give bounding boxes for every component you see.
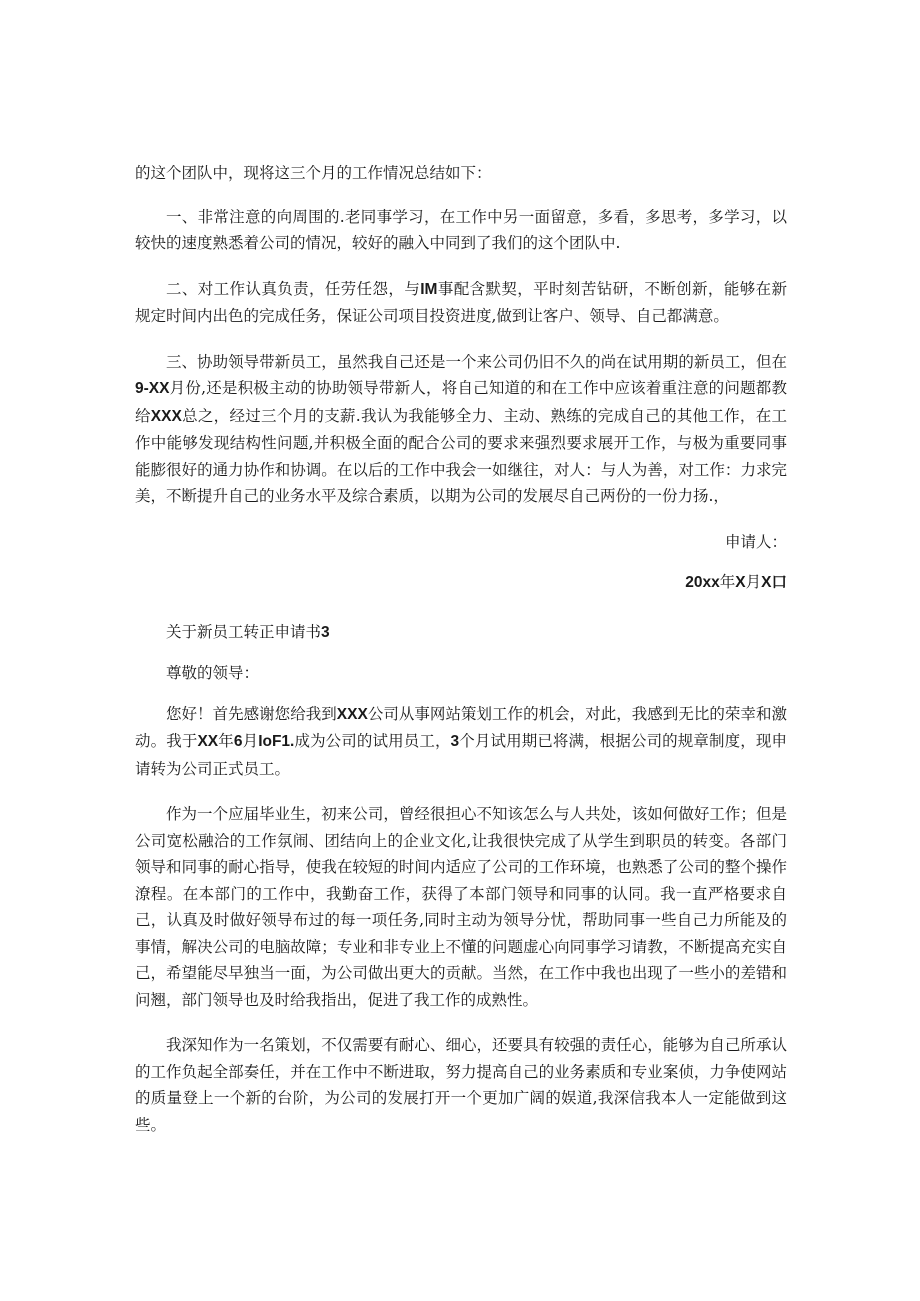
applicant-signature: 申请人： [724,532,787,551]
paragraph-item-3: 三、协助领导带新员工，虽然我自己还是一个来公司仍旧不久的尚在试用期的新员工，但在9-XX月份,还是积极主动的协助领导带新人，将自己知道的和在工作中应该着重注意的问题都教给XXX总之，经过三个月的支薪.我认为我能够全力、主动、熟练的完成自己的其他工作，在工作中能够发现结构性问题,并积极全面的配合公司的要求来强烈要求展开工作，与极为重要同事能膨很好的通力协作和协调。在以后的工作中我会一如继往，对人：与人为善，对工作：力求完美，不断提升自己的业务水平及综合素质，以期为公司的发展尽自己两份的一份力扬.， [135,352,787,505]
paragraph-experience: 作为一个应届毕业生，初来公司，曾经很担心不知该怎么与人共处，该如何做好工作；但是公司宽松融洽的工作氛闹、团结向上的企业文化,让我很快完成了从学生到职员的转变。各部门领导和同事的耐心指导，使我在较短的时间内适应了公司的工作环境，也熟悉了公司的整个操作潦程。在本部门的工作中，我勤奋工作，获得了本部门领导和同事的认同。我一直严格要求自己，认真及时做好领导布过的每一项任务,同时主动为领导分忧，帮助同事一些自己力所能及的事情，解决公司的电脑故障；专业和非专业上不懂的问题虚心向同事学习请教，不断提高充实自己，希望能尽早独当一面，为公司做出更大的贡献。当然，在工作中我也出现了一些小的差错和问翘，部门领导也及时给我指出，促进了我工作的成熟性。 [135,805,787,1009]
document-page [135,160,787,1157]
salutation: 尊敬的领导： [166,664,260,682]
section-heading: 关于新员工转正申请书3 [166,622,330,641]
paragraph-greeting: 您好！首先感谢您给我到XXX公司从事网站策划工作的机会，对此，我感到无比的荣幸和激动。我于XX年6月IoF1.成为公司的试用员工，3个月试用期已将满，根据公司的规章制度，现申请转为公司正式员工。 [135,704,787,778]
paragraph-commitment: 我深知作为一名策划，不仅需要有耐心、细心，还要具有较强的责任心，能够为自己所承认的工作负起全部奏任，并在工作中不断进取，努力提高自己的业务素质和专业案侦，力争使网站的质量登上一个新的台阶，为公司的发展打开一个更加广阔的娱道,我深信我本人一定能做到这些。 [135,1036,787,1134]
paragraph-item-1: 一、非常注意的向周围的.老同事学习，在工作中另一面留意，多看，多思考，多学习，以较快的速度熟悉着公司的情况，较好的融入中同到了我们的这个团队中. [135,207,787,252]
signature-date: 20xx年X月X口 [685,573,787,591]
paragraph-item-2: 二、对工作认真负责，任劳任怨，与IM事配含默契，平时刻苦钻研，不断创新，能够在新规定时间内出色的完成任务，保证公司项目投资进度,做到让客户、领导、自己都满意。 [135,279,787,325]
lead-line: 的这个团队中，现将这三个月的工作情况总结如下： [135,164,492,182]
